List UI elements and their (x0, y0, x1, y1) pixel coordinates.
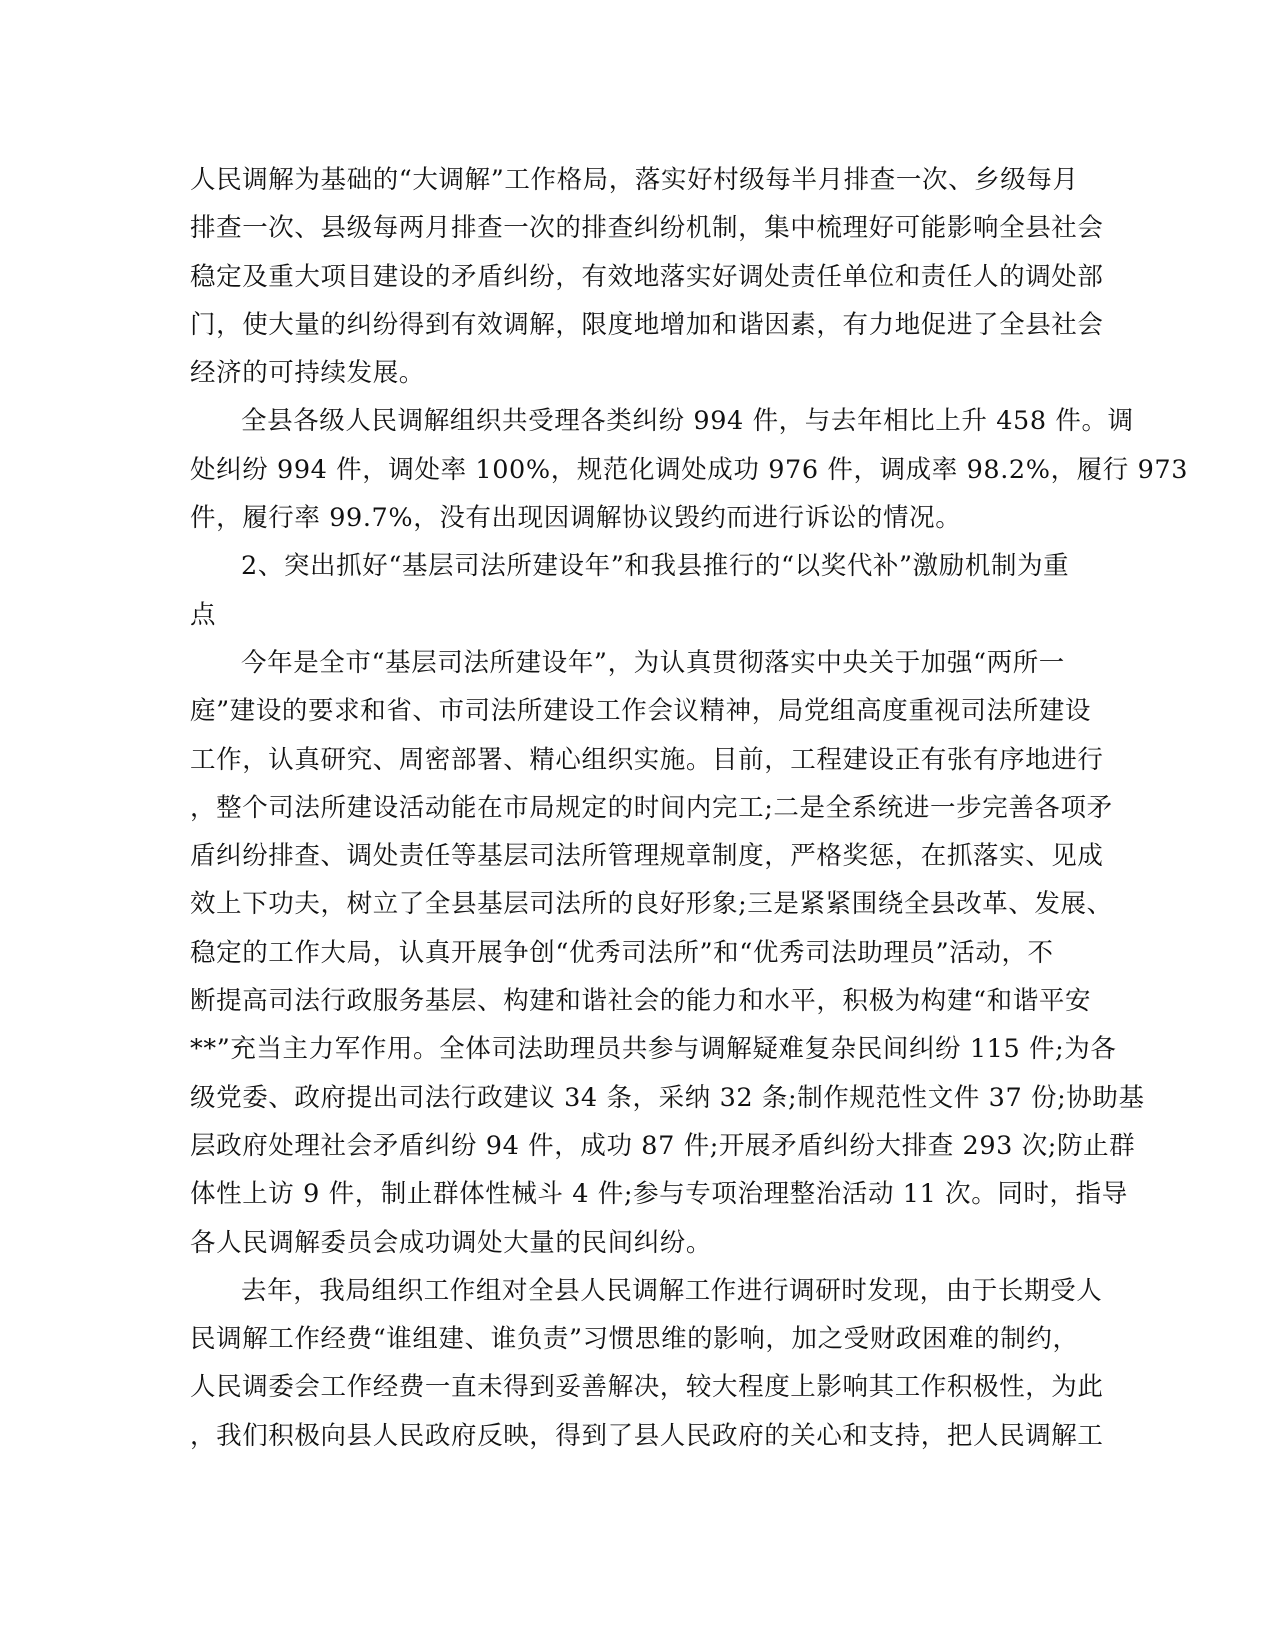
text-line: 工作，认真研究、周密部署、精心组织实施。目前，工程建设正有张有序地进行 (190, 744, 1104, 775)
text-line: 经济的可持续发展。 (190, 358, 425, 389)
text-line: 体性上访 9 件，制止群体性械斗 4 件;参与专项治理整治活动 11 次。同时，指导 (190, 1179, 1128, 1210)
text-line: 稳定的工作大局，认真开展争创“优秀司法所”和“优秀司法助理员”活动，不 (190, 937, 1054, 968)
document-body (190, 156, 1189, 1460)
text-line: 盾纠纷排查、调处责任等基层司法所管理规章制度，严格奖惩，在抓落实、见成 (190, 841, 1104, 872)
text-line: 断提高司法行政服务基层、构建和谐社会的能力和水平，积极为构建“和谐平安 (190, 986, 1092, 1017)
text-line: ，我们积极向县人民政府反映，得到了县人民政府的关心和支持，把人民调解工 (190, 1420, 1104, 1451)
text-line: 稳定及重大项目建设的矛盾纠纷，有效地落实好调处责任单位和责任人的调处部 (190, 261, 1104, 292)
text-line: 处纠纷 994 件，调处率 100%，规范化调处成功 976 件，调成率 98.2%，履行 973 (190, 454, 1189, 485)
text-line: 层政府处理社会矛盾纠纷 94 件，成功 87 件;开展矛盾纠纷大排查 293 次;防止群 (190, 1130, 1136, 1161)
text-line: 件，履行率 99.7%，没有出现因调解协议毁约而进行诉讼的情况。 (190, 503, 962, 534)
text-line: 民调解工作经费“谁组建、谁负责”习惯思维的影响，加之受财政困难的制约， (190, 1324, 1079, 1355)
paragraph-start-line: 今年是全市“基层司法所建设年”，为认真贯彻落实中央关于加强“两所一 (241, 647, 1065, 678)
text-line: 庭”建设的要求和省、市司法所建设工作会议精神，局党组高度重视司法所建设 (190, 696, 1092, 727)
text-line: 各人民调解委员会成功调处大量的民间纠纷。 (190, 1227, 713, 1258)
section-heading-line: 2、突出抓好“基层司法所建设年”和我县推行的“以奖代补”激励机制为重 (241, 551, 1070, 582)
text-line: ，整个司法所建设活动能在市局规定的时间内完工;二是全系统进一步完善各项矛 (190, 792, 1113, 823)
text-line: 排查一次、县级每两月排查一次的排查纠纷机制，集中梳理好可能影响全县社会 (190, 213, 1104, 244)
paragraph-start-line: 去年，我局组织工作组对全县人民调解工作进行调研时发现，由于长期受人 (241, 1275, 1103, 1306)
text-line: 人民调解为基础的“大调解”工作格局，落实好村级每半月排查一次、乡级每月 (190, 165, 1079, 195)
paragraph-start-line: 全县各级人民调解组织共受理各类纠纷 994 件，与去年相比上升 458 件。调 (241, 406, 1134, 437)
text-line: **”充当主力军作用。全体司法助理员共参与调解疑难复杂民间纠纷 115 件;为各 (190, 1034, 1117, 1065)
text-line: 门，使大量的纠纷得到有效调解，限度地增加和谐因素，有力地促进了全县社会 (190, 309, 1104, 340)
section-heading-line: 点 (190, 599, 217, 630)
text-line: 级党委、政府提出司法行政建议 34 条，采纳 32 条;制作规范性文件 37 份;协助基 (190, 1082, 1145, 1113)
text-line: 人民调委会工作经费一直未得到妥善解决，较大程度上影响其工作积极性，为此 (190, 1372, 1104, 1403)
text-line: 效上下功夫，树立了全县基层司法所的良好形象;三是紧紧围绕全县改革、发展、 (190, 889, 1113, 920)
